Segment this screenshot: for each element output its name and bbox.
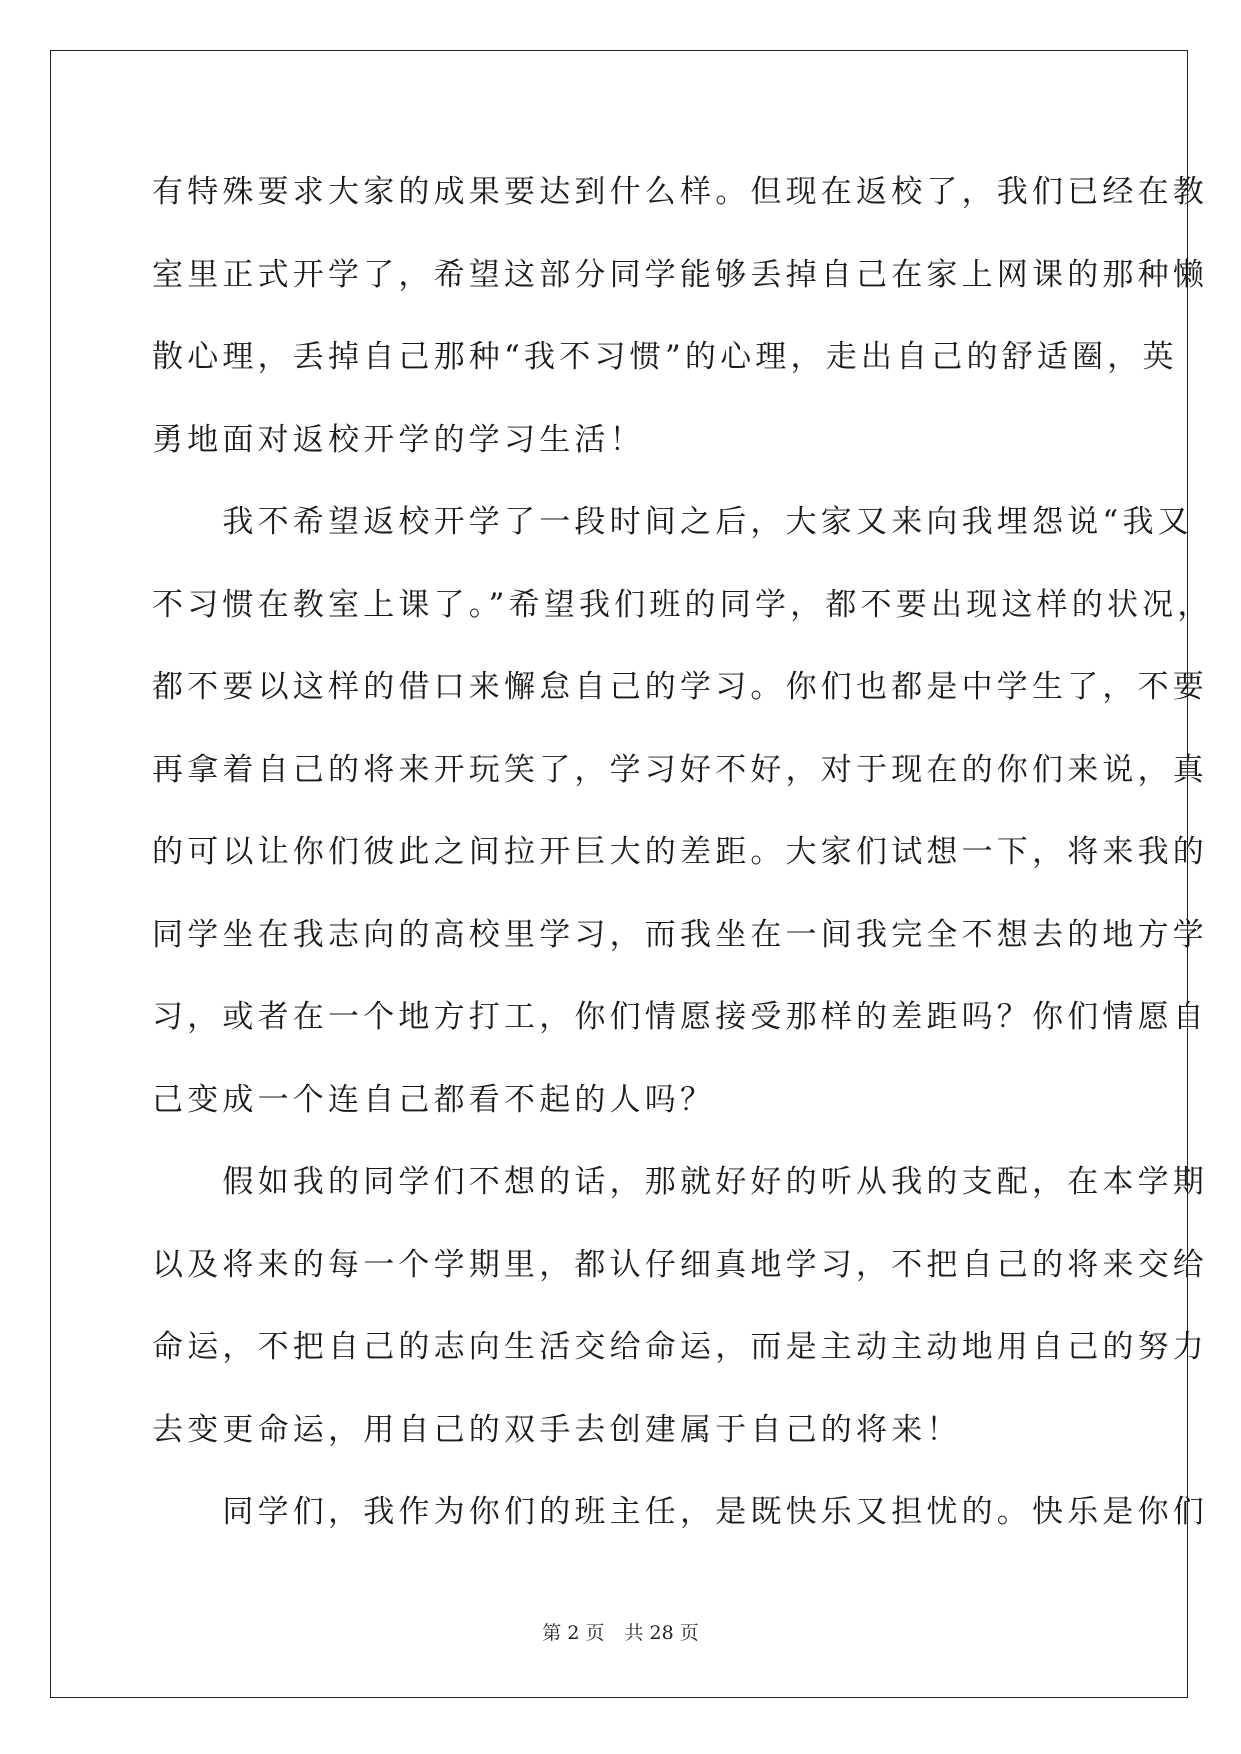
text-line: 散心理，丢掉自己那种“我不习惯”的心理，走出自己的舒适圈，英 [152, 339, 1178, 375]
page-number: 第 2 页 [542, 1622, 605, 1644]
text-line: 假如我的同学们不想的话，那就好好的听从我的支配，在本学期 [152, 1164, 1208, 1200]
text-line: 室里正式开学了，希望这部分同学能够丢掉自己在家上网课的那种懒 [152, 256, 1208, 293]
text-line: 再拿着自己的将来开玩笑了，学习好不好，对于现在的你们来说，真 [152, 751, 1208, 788]
text-line: 都不要以这样的借口来懈怠自己的学习。你们也都是中学生了，不要 [152, 669, 1208, 705]
text-line: 我不希望返校开学了一段时间之后，大家又来向我埋怨说“我又 [152, 504, 1193, 540]
page-footer [0, 1618, 1241, 1645]
document-body [152, 162, 1213, 1565]
text-line: 同学坐在我志向的高校里学习，而我坐在一间我完全不想去的地方学 [152, 916, 1208, 953]
text-line: 不习惯在教室上课了。”希望我们班的同学，都不要出现这样的状况， [152, 586, 1213, 623]
text-line: 以及将来的每一个学期里，都认仔细真地学习，不把自己的将来交给 [152, 1246, 1208, 1283]
text-line: 有特殊要求大家的成果要达到什么样。但现在返校了，我们已经在教 [152, 174, 1208, 210]
text-line: 己变成一个连自己都看不起的人吗？ [152, 1081, 716, 1118]
text-line: 同学们，我作为你们的班主任，是既快乐又担忧的。快乐是你们 [152, 1494, 1208, 1530]
text-line: 勇地面对返校开学的学习生活！ [152, 421, 645, 458]
text-line: 去变更命运，用自己的双手去创建属于自己的将来！ [152, 1411, 962, 1448]
text-line: 命运，不把自己的志向生活交给命运，而是主动主动地用自己的努力 [152, 1329, 1208, 1365]
text-line: 习，或者在一个地方打工，你们情愿接受那样的差距吗？你们情愿自 [152, 999, 1208, 1035]
page-total: 共 28 页 [624, 1622, 699, 1644]
text-line: 的可以让你们彼此之间拉开巨大的差距。大家们试想一下，将来我的 [152, 834, 1208, 870]
